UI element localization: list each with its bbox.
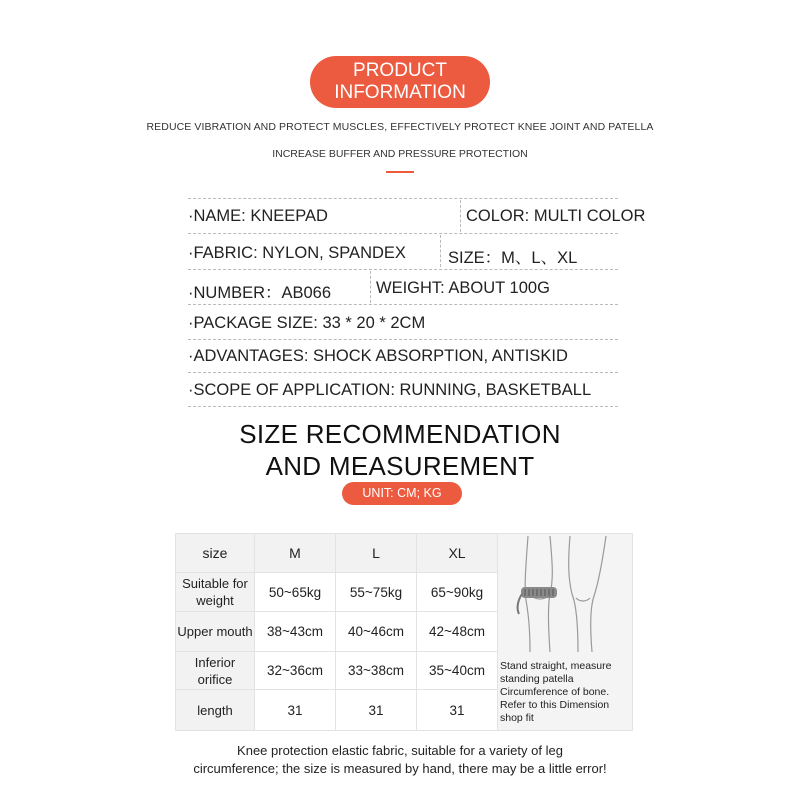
badge-line-1: PRODUCT [353,60,447,81]
spec-divider [460,200,461,232]
tagline-2: INCREASE BUFFER AND PRESSURE PROTECTION [272,148,528,160]
row-label-weight: Suitable for weight [176,573,255,612]
header-size: size [176,534,255,573]
cell-inferior-xl: 35~40cm [417,652,498,690]
header-xl: XL [417,534,498,573]
footer-line-1: Knee protection elastic fabric, suitable for a variety of leg [237,743,563,758]
cell-inferior-l: 33~38cm [336,652,417,690]
spec-color: COLOR: MULTI COLOR [466,207,646,225]
measurement-note: Stand straight, measure standing patella Circumference of bone. Refer to this Dimension shop fit [500,660,612,724]
cell-length-l: 31 [336,690,417,731]
spec-size: SIZE：M、L、XL [448,249,578,267]
cell-upper-xl: 42~48cm [417,612,498,652]
accent-divider [386,171,414,173]
cell-length-m: 31 [255,690,336,731]
spec-rule [188,406,618,407]
size-title-line-2: AND MEASUREMENT [265,451,535,481]
spec-divider [370,271,371,303]
cell-upper-l: 40~46cm [336,612,417,652]
footer-line-2: circumference; the size is measured by hand, there may be a little error! [193,761,607,776]
spec-name: ·NAME: KNEEPAD [188,207,328,225]
spec-fabric: ·FABRIC: NYLON, SPANDEX [188,244,406,262]
spec-rule [188,339,618,340]
size-title-line-1: SIZE RECOMMENDATION [239,419,561,449]
cell-upper-m: 38~43cm [255,612,336,652]
badge-line-2: INFORMATION [334,82,466,103]
cell-inferior-m: 32~36cm [255,652,336,690]
header-l: L [336,534,417,573]
spec-rule [188,304,618,305]
spec-number: ·NUMBER：AB066 [188,284,332,302]
unit-badge: UNIT: CM; KG [342,482,462,505]
table-header-row [176,534,633,573]
spec-rule [188,372,618,373]
header-m: M [255,534,336,573]
spec-divider [440,235,441,267]
row-label-upper-mouth: Upper mouth [176,612,255,652]
spec-rule [188,233,618,234]
row-label-length: length [176,690,255,731]
cell-weight-xl: 65~90kg [417,573,498,612]
cell-weight-m: 50~65kg [255,573,336,612]
spec-scope: ·SCOPE OF APPLICATION: RUNNING, BASKETBALL [188,381,592,399]
tagline-1: REDUCE VIBRATION AND PROTECT MUSCLES, EFFECTIVELY PROTECT KNEE JOINT AND PATELLA [146,121,654,133]
product-information-badge [310,56,490,108]
spec-rule [188,198,618,199]
spec-advantages: ·ADVANTAGES: SHOCK ABSORPTION, ANTISKID [188,347,568,365]
knee-measurement-illustration-icon [498,534,632,652]
cell-length-xl: 31 [417,690,498,731]
spec-rule [188,269,618,270]
cell-weight-l: 55~75kg [336,573,417,612]
row-label-inferior-orifice: Inferior orifice [176,652,255,690]
spec-package: ·PACKAGE SIZE: 33 * 20 * 2CM [188,314,426,332]
spec-weight: WEIGHT: ABOUT 100G [376,279,550,297]
